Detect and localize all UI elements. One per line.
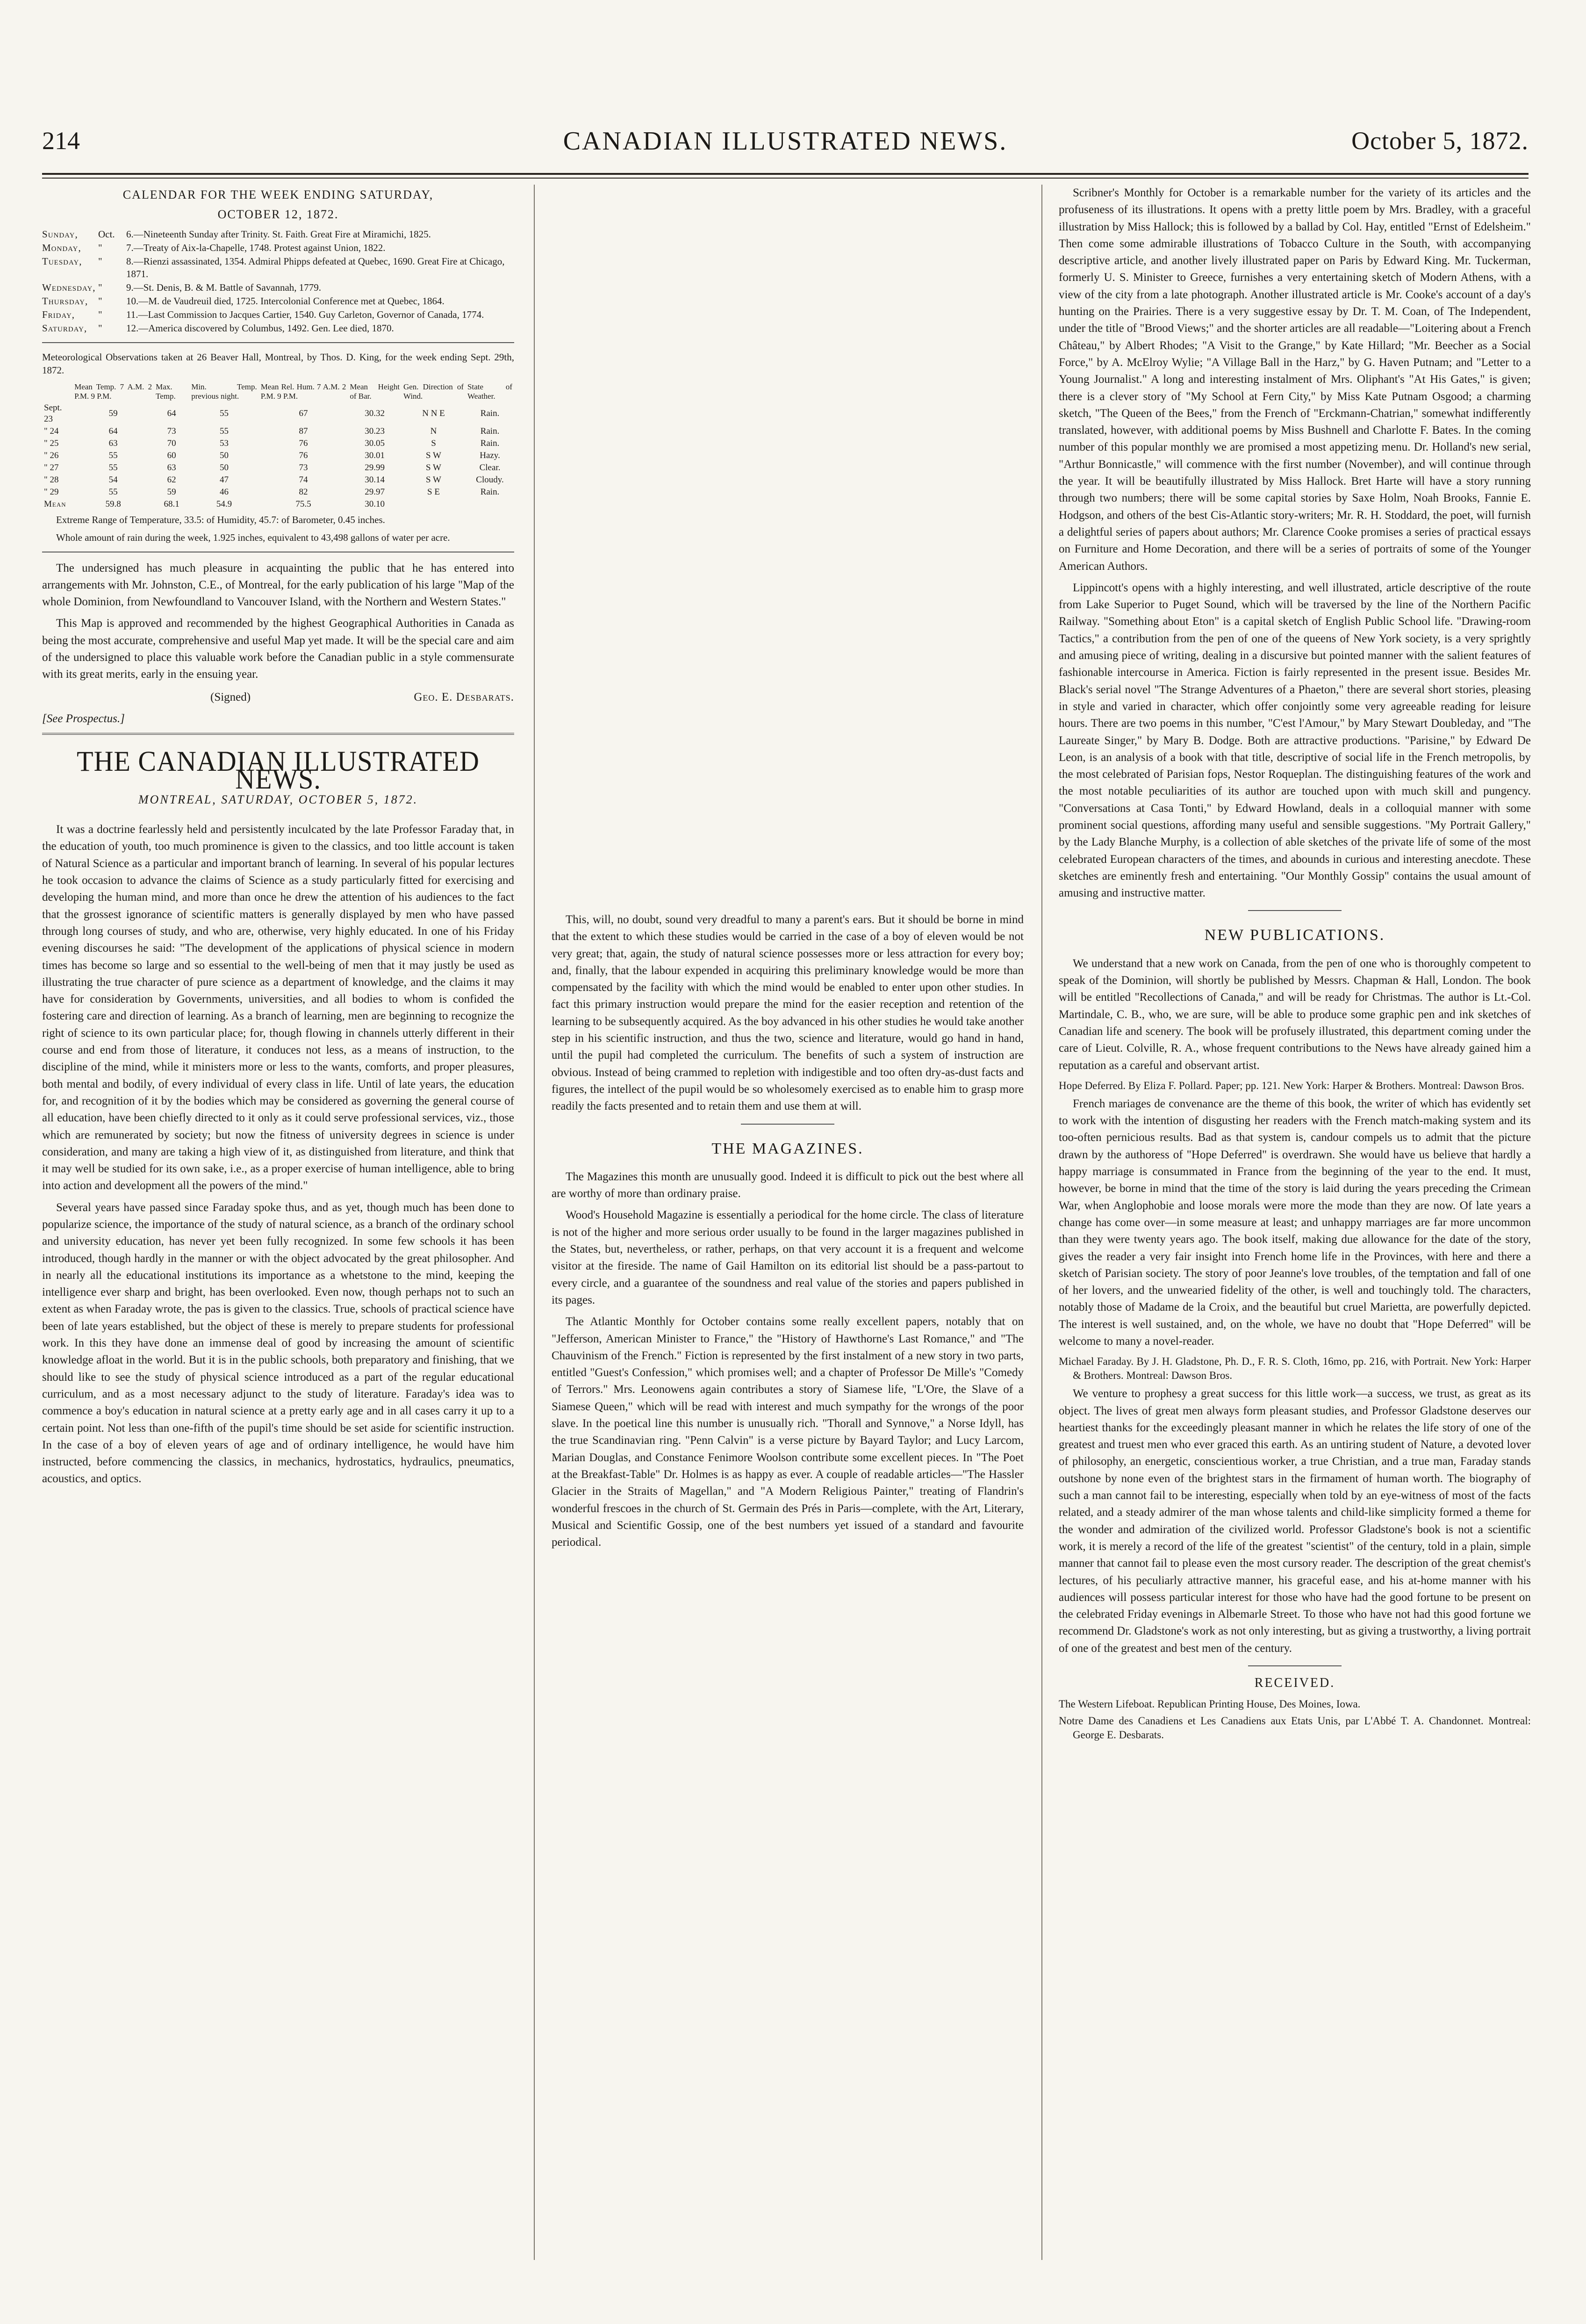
new-publications-heading: NEW PUBLICATIONS. xyxy=(1204,926,1385,944)
table-header-row: Mean Temp. 7 A.M. 2 P.M. 9 P.M. Max. Temp. Min. Temp. previous night. Mean Rel. Hum. 7 A.M. 2 P.M. 9 P.M. Mean Height of Bar. Gen. Direction of Wind. State of Weather. xyxy=(74,382,512,401)
received-item: Notre Dame des Canadiens et Les Canadiens aux Etats Unis, par L'Abbé T. A. Chandonnet. Montreal: George E. Desbarats. xyxy=(1059,1715,1531,1741)
table-row: Sept. 23 59 64 55 67 30.32 N N E Rain. xyxy=(44,402,500,424)
magazine-paragraph: Wood's Household Magazine is essentially a periodical for the home circle. The class of literature is not of the higher and more serious order usually to be found in the larger magazines published in the States, but, nevertheless, or rather, perhaps, on that very account it is a frequent and welcome visitor at the fireside. The name of Gail Hamilton on its editorial list should be a pass-partout to every circle, and a guarantee of the soundness and real value of the stories and papers published in its pages. xyxy=(552,1209,1024,1306)
table-row: " 27 55 63 50 73 29.99 S W Clear. xyxy=(44,462,501,473)
meteorology-note-rain: Whole amount of rain during the week, 1.925 inches, equivalent to 43,498 gallons of water per acre. xyxy=(56,531,450,543)
section-rule xyxy=(42,342,514,343)
received-heading: RECEIVED. xyxy=(1254,1676,1335,1691)
issue-date: October 5, 1872. xyxy=(1351,127,1529,155)
book-listing: Hope Deferred. By Eliza F. Pollard. Paper; pp. 121. New York: Harper & Brothers. Montreal: Dawson Bros. xyxy=(1059,1079,1524,1091)
section-rule xyxy=(741,1124,834,1125)
column-2 xyxy=(552,911,1024,1556)
column-1 xyxy=(42,185,514,1492)
editorial-dateline: MONTREAL, SATURDAY, OCTOBER 5, 1872. xyxy=(138,792,418,806)
calendar-entry: Tuesday, " 8.—Rienzi assassinated, 1354. Admiral Phipps defeated at Quebec, 1690. Great Fire at Chicago, 1871. xyxy=(42,255,505,280)
signer-name: Geo. E. Desbarats. xyxy=(414,690,514,703)
notice-paragraph: This Map is approved and recommended by the highest Geographical Authorities in Canada as being the most accurate, comprehensive and useful Map yet made. It will be the special care and aim of the undersigned to place this valuable work before the Canadian public in a style commensurate with its great merits, early in the ensuing year. xyxy=(42,617,514,681)
magazine-paragraph: The Magazines this month are unusually good. Indeed it is difficult to pick out the best where all are worthy of more than ordinary praise. xyxy=(552,1170,1024,1200)
header-rule-thin xyxy=(42,178,1529,179)
calendar-entry: Sunday, Oct. 6.—Nineteenth Sunday after Trinity. St. Faith. Great Fire at Miramichi, 1825. xyxy=(42,228,431,240)
signed-label: (Signed) xyxy=(210,690,251,703)
book-review: French mariages de convenance are the theme of this book, the writer of which has evidently set to work with the intention of disgusting her readers with the French match-making system and its too-often pernicious results. Bad as that system is, candour compels us to admit that the picture drawn by the authoress of "Hope Deferred" is overdrawn. She would have us believe that hardly a happy marriage is consummated in France from the beginning of the year to the end. It must, however, be borne in mind that the time of the story is laid during the years preceding the Crimean War, when Anglophobie and loose morals were more the mode than they are now. Of late years a change has come over—in some measure at least; and unhappy marriages are far more uncommon than they were twenty years ago. The book itself, making due allowance for the date of the story, gives the reader a very fair insight into French home life in the Provinces, with here and there a sketch of Parisian society. The story of poor Jeanne's love troubles, of the temptation and fall of one of her lovers, and the unwearied fidelity of the other, is well and touchingly told. The characters, notably those of Madame de la Croix, and the beautiful but cruel Marietta, are powerfully depicted. The interest is well sustained, and, on the whole, we have no doubt that "Hope Deferred" will be welcome to many a novel-reader. xyxy=(1059,1097,1531,1348)
magazines-heading: THE MAGAZINES. xyxy=(711,1140,864,1157)
table-row: " 28 54 62 47 74 30.14 S W Cloudy. xyxy=(44,474,504,485)
editorial-title: THE CANADIAN ILLUSTRATED NEWS. xyxy=(77,745,480,796)
column-divider-1 xyxy=(534,185,535,2260)
table-row: " 26 55 60 50 76 30.01 S W Hazy. xyxy=(44,450,500,460)
received-item: The Western Lifeboat. Republican Printing House, Des Moines, Iowa. xyxy=(1059,1698,1361,1710)
calendar-entry: Friday, " 11.—Last Commission to Jacques Cartier, 1540. Guy Carleton, Governor of Canada, 1774. xyxy=(42,308,484,320)
magazine-paragraph: Scribner's Monthly for October is a remarkable number for the variety of its articles and the profuseness of its illustrations. It opens with a pretty little poem by Mrs. Bradley, with a graceful illustration by Miss Hallock; this is followed by a ballad by Col. Hay, entitled "Ernst of Edelsheim." Then come some admirable illustrations of Tobacco Culture in the South, with accompanying descriptive article, and another lively illustrated paper on Paris by Edward King. Mr. Tuckerman, formerly U. S. Minister to Greece, furnishes a very entertaining sketch of Modern Athens, with a view of the city from a late photograph. Another illustrated article is Mr. Cooke's account of a day's hunting on the Prairies. There is a very suggestive essay by Dr. T. M. Coan, of The Independent, under the title of "Brood Views;" and the shorter articles are all readable—"Loitering about a French Château," by Albert Rhodes; "A Visit to the Grange," by Kate Hillard; "Mr. Beecher as a Social Force," by A. McElroy Wylie; "A Village Ball in the Harz," by G. Haven Putnam; and "Letter to a Young Journalist." A long and interesting instalment of Mrs. Oliphant's "At His Gates," is given; there is a clever story of "My School at Fern City," by Miss Kate Putnam Osgood; a charming sketch, "The Queen of the Bees," from the French of "Erckmann-Chatrian," somewhat indifferently translated, however, with additional poems by Miss Bushnell and Charlotte F. Bates. In the coming number of this popular monthly we are promised a most appetizing menu. Dr. Holland's new serial, "Arthur Bonnicastle," will commence with the first number (November), and will continue through the year. It will be beautifully illustrated by Miss Hallock. Bret Harte will have a story running through two numbers; there will be some capital stories by Saxe Holm, Noah Brooks, Fannie E. Hodgson, and others of the best Cis-Atlantic story-writers; Mr. R. H. Stoddard, the poet, will furnish a delightful series of papers about authors; Mr. Clarence Cooke promises a series of practical essays on Furniture and Home Decoration, and there will be a series of portraits of some of the Younger American Authors. xyxy=(1059,186,1531,573)
calendar-title: CALENDAR FOR THE WEEK ENDING SATURDAY, xyxy=(122,188,434,201)
calendar-entry: Wednesday, " 9.—St. Denis, B. & M. Battle of Savannah, 1779. xyxy=(42,281,322,293)
column-divider-2 xyxy=(1041,185,1042,2260)
table-row-mean: Mean 59.8 68.1 54.9 75.5 30.10 xyxy=(44,499,385,509)
column-3 xyxy=(1059,185,1531,1745)
page-number: 214 xyxy=(42,127,80,155)
calendar-entry: Thursday, " 10.—M. de Vaudreuil died, 1725. Intercolonial Conference met at Quebec, 1864. xyxy=(42,295,445,307)
book-review: We venture to prophesy a great success for this little work—a success, we trust, as great as its object. The lives of great men always form pleasant studies, and Professor Gladstone deserves our heartiest thanks for the exceedingly pleasant manner in which he relates the life story of one of the greatest and truest men who ever graced this earth. As an untiring student of Nature, a devoted lover of philosophy, an energetic, conscientious worker, a true Christian, and a true man, Faraday stands outshone by none even of the brightest stars in the firmament of human worth. The biography of such a man cannot fail to be interesting, especially when told by an eye-witness of most of the facts related, and a steady admirer of the man whose talents and child-like simplicity formed a theme for the wonder and admiration of the civilized world. Professor Gladstone's book is not a scientific work, it is merely a record of the life of the greatest "scientist" of the century, told in a plain, simple manner that cannot fail to please even the most cursory reader. The description of the great chemist's lectures, of his peculiarly attractive manner, his graceful ease, and his at-home manner with his audiences will possess particular interest for those who have had the good fortune to be present on the celebrated Friday evenings in Albemarle Street. To those who have not had this good fortune we recommend Dr. Gladstone's work as not only interesting, but as giving a trustworthy, a living portrait of one of the greatest and best men of the century. xyxy=(1059,1387,1531,1655)
magazine-paragraph: Lippincott's opens with a highly interesting, and well illustrated, article descriptive of the route from Lake Superior to Puget Sound, which will be traversed by the line of the Northern Pacific Railway. "Something about Eton" is a capital sketch of English Public School life. "Drawing-room Tactics," a contribution from the pen of one of the queens of New York society, is a very sprightly and amusing piece of writing, dealing in a discursive but pointed manner with the salient features of fashionable intercourse in America. Fiction is fairly represented in the present issue. Besides Mr. Black's serial novel "The Strange Adventures of a Phaeton," there are several short stories, pleasing in style and varied in character, which offer conjointly some very agreeable reading for leisure hours. There are two poems in this number, "C'est l'Amour," by Mary Stewart Doubleday, and "The Laureate Singer," by Mary B. Dodge. Both are attractive productions. "Parisine," by Edward De Leon, is an analysis of a book with that title, descriptive of social life in the French metropolis, by the most celebrated of Parisian fops, Nestor Roqueplan. The distinguishing features of the work and the most notable peculiarities of its author are touched upon with much skill and pungency. "Conversations at Casa Tonti," by Edward Howland, deals in a colloquial manner with some prominent social questions, affording many useful and sensible suggestions. "My Portrait Gallery," by the Lady Blanche Murphy, is a collection of able sketches of the private life of some of the most celebrated European characters of the times, and abounds in curious and interesting anecdote. These sketches are eminently fresh and entertaining. "Our Monthly Gossip" contains the usual amount of amusing and instructive matter. xyxy=(1059,581,1531,900)
section-rule xyxy=(1248,910,1342,911)
running-masthead: CANADIAN ILLUSTRATED NEWS. xyxy=(563,127,1008,156)
editorial-paragraph: It was a doctrine fearlessly held and persistently inculcated by the late Professor Faraday that, in the education of youth, too much prominence is given to the classics, and too little account is taken of Natural Science as a particular and important branch of learning. In several of his popular lectures he took occasion to advance the claims of Science as a study particularly fitted for exercising and developing the human mind, and more than once he drew the attention of his audiences to the fact that the grossest ignorance of scientific matters is generally displayed by men who have passed through long courses of study, and who are, otherwise, very highly educated. In one of his Friday evening discourses he said: "The development of the applications of physical science in modern times has become so large and so essential to the well-being of men that it may justly be used as illustrating the true character of pure science as a department of knowledge, and the claims it may have for consideration by Governments, universities, and all bodies to whom is confided the fostering care and direction of learning. As a branch of learning, men are beginning to recognize the right of science to its own particular place; for, though flowing in channels utterly different in their course and end from those of literature, it conduces not less, as a means of instruction, to the discipline of the mind, while it ministers more or less to the wants, comforts, and proper pleasures, both mental and bodily, of every individual of every class in life. Until of late years, the education for, and recognition of it by the bodies which may be considered as governing the general course of all education, have been chiefly directed to it only as it could serve professional services, viz., those which are remunerated by society; but now the fitness of university degrees in science is under consideration, and many are taking a high view of it, as distinguished from literature, and think that it may well be studied for its own sake, i.e., as a proper exercise of human intelligence, able to bring into action and development all the powers of the mind." xyxy=(42,823,514,1192)
table-row: " 25 63 70 53 76 30.05 S Rain. xyxy=(44,438,500,448)
calendar-list xyxy=(42,228,514,335)
editorial-paragraph: Several years have passed since Faraday spoke thus, and as yet, though much has been done to popularize science, the importance of the study of natural science, as a branch of the ordinary school and university education, has never yet been fully recognized. In some few schools it has been introduced, though hardly in the manner or with the object advocated by the great philosopher. And in nearly all the educational institutions its importance as a whetstone to the mind, keeping the intelligence ever sharp and bright, has been overlooked. Even now, though perhaps not to such an extent as when Faraday wrote, the pas is given to the classics. True, schools of practical science have been of late years established, but the object of these is merely to prepare students for professional work. In this they have done an immense deal of good by increasing the amount of scientific knowledge afloat in the world. But it is in the public schools, both preparatory and finishing, that we should like to see the study of physical science introduced as a part of the regular educational curriculum, and as a most necessary adjunct to the study of literature. Faraday's idea was to commence a boy's education in natural science at a pretty early age and in all cases carry it up to a certain point. Not less than one-fifth of the pupil's time should be set aside for scientific instruction. In the case of a boy of eleven years of age and of ordinary intelligence, he would have him instructed, before commencing the classics, in mechanics, hydrostatics, hydraulics, pneumatics, acoustics, and optics. xyxy=(42,1201,514,1485)
table-row: " 29 55 59 46 82 29.97 S E Rain. xyxy=(44,487,500,497)
new-publications-intro: We understand that a new work on Canada, from the pen of one who is thoroughly competent to speak of the Dominion, will shortly be published by Messrs. Chapman & Hall, London. The book will be entitled "Recollections of Canada," and will be ready for Christmas. The author is Lt.-Col. Martindale, C. B., who, we are sure, will be able to produce some graphic pen and ink sketches of Canadian life and scenery. The book will be profusely illustrated, this department coming under the care of Lieut. Colville, R. A., whose frequent contributions to the News have already gained him a reputation as a careful and observant artist. xyxy=(1059,957,1531,1072)
editorial-paragraph: This, will, no doubt, sound very dreadful to many a parent's ears. But it should be borne in mind that the extent to which these studies would be carried in the case of a boy of eleven would be not very great; that, again, the study of natural science possesses more or less attraction for every boy; and, finally, that the labour expended in acquiring this preliminary knowledge would be more than compensated by the facility with which the mind would be enabled to enter upon other studies. In fact this primary instruction would prepare the mind for the easier reception and retention of the learning to be subsequently acquired. As the boy advanced in his other studies he would take another step in his scientific instruction, and thus the two, science and literature, would go hand in hand, until the pupil had completed the curriculum. The benefits of such a system of instruction are obvious. Instead of being crammed to repletion with indigestible and too often dry-as-dust facts and figures, the intellect of the pupil would be so wholesomely exercised as to enable him to grasp more readily the facts presented and to retain them and use them at will. xyxy=(552,913,1024,1113)
section-rule xyxy=(1248,1665,1342,1666)
meteorology-table xyxy=(42,381,514,510)
magazine-paragraph: The Atlantic Monthly for October contains some really excellent papers, notably that on "Jefferson, American Minister to France," the "History of Hawthorne's Last Romance," and "The Chauvinism of the French." Fiction is represented by the first instalment of a new story in two parts, entitled "Guest's Confession," which promises well; and a chapter of Professor De Mille's "Comedy of Terrors." Mrs. Leonowens again contributes a story of Siamese life, "L'Ore, the Slave of a Siamese Queen," which will be read with interest and much sympathy for the wrongs of the poor slave. In the poetical line this number is unusually rich. "Thorall and Synnove," a Norse Idyll, has the true Scandinavian ring. "Penn Calvin" is a verse picture by Bayard Taylor; and Lucy Larcom, Marian Douglas, and Constance Fenimore Woolson contribute some excellent pieces. In "The Poet at the Breakfast-Table" Dr. Holmes is as happy as ever. A couple of readable articles—"The Hassler Glacier in the Straits of Magellan," and "A Modern Religious Painter," treating of Flandrin's wonderful frescoes in the church of St. Germain des Prés in Paris—complete, with the Art, Literary, Musical and Scientific Gossip, one of the best numbers yet issued of a standard and favourite periodical. xyxy=(552,1315,1024,1549)
calendar-subtitle: OCTOBER 12, 1872. xyxy=(217,208,339,222)
prospectus-note: [See Prospectus.] xyxy=(42,712,125,725)
page-header xyxy=(42,126,1529,168)
book-listing: Michael Faraday. By J. H. Gladstone, Ph. D., F. R. S. Cloth, 16mo, pp. 216, with Portrait. New York: Harper & Brothers. Montreal: Dawson Bros. xyxy=(1059,1356,1531,1382)
calendar-entry: Monday, " 7.—Treaty of Aix-la-Chapelle, 1748. Protest against Union, 1822. xyxy=(42,242,386,253)
header-rule-thick xyxy=(42,173,1529,175)
section-rule-double xyxy=(42,733,514,738)
notice-paragraph: The undersigned has much pleasure in acquainting the public that he has entered into arrangements with Mr. Johnston, C.E., of Montreal, for the early publication of his large "Map of the whole Dominion, from Newfoundland to Vancouver Island, with the Northern and Western States." xyxy=(42,561,514,609)
table-row: " 24 64 73 55 87 30.23 N Rain. xyxy=(44,426,500,436)
meteorology-note-range: Extreme Range of Temperature, 33.5: of Humidity, 45.7: of Barometer, 0.45 inches. xyxy=(56,514,385,525)
meteorology-intro: Meteorological Observations taken at 26 Beaver Hall, Montreal, by Thos. D. King, for the week ending Sept. 29th, 1872. xyxy=(42,351,514,376)
calendar-entry: Saturday, " 12.—America discovered by Columbus, 1492. Gen. Lee died, 1870. xyxy=(42,322,394,334)
notice-signature xyxy=(42,689,514,706)
